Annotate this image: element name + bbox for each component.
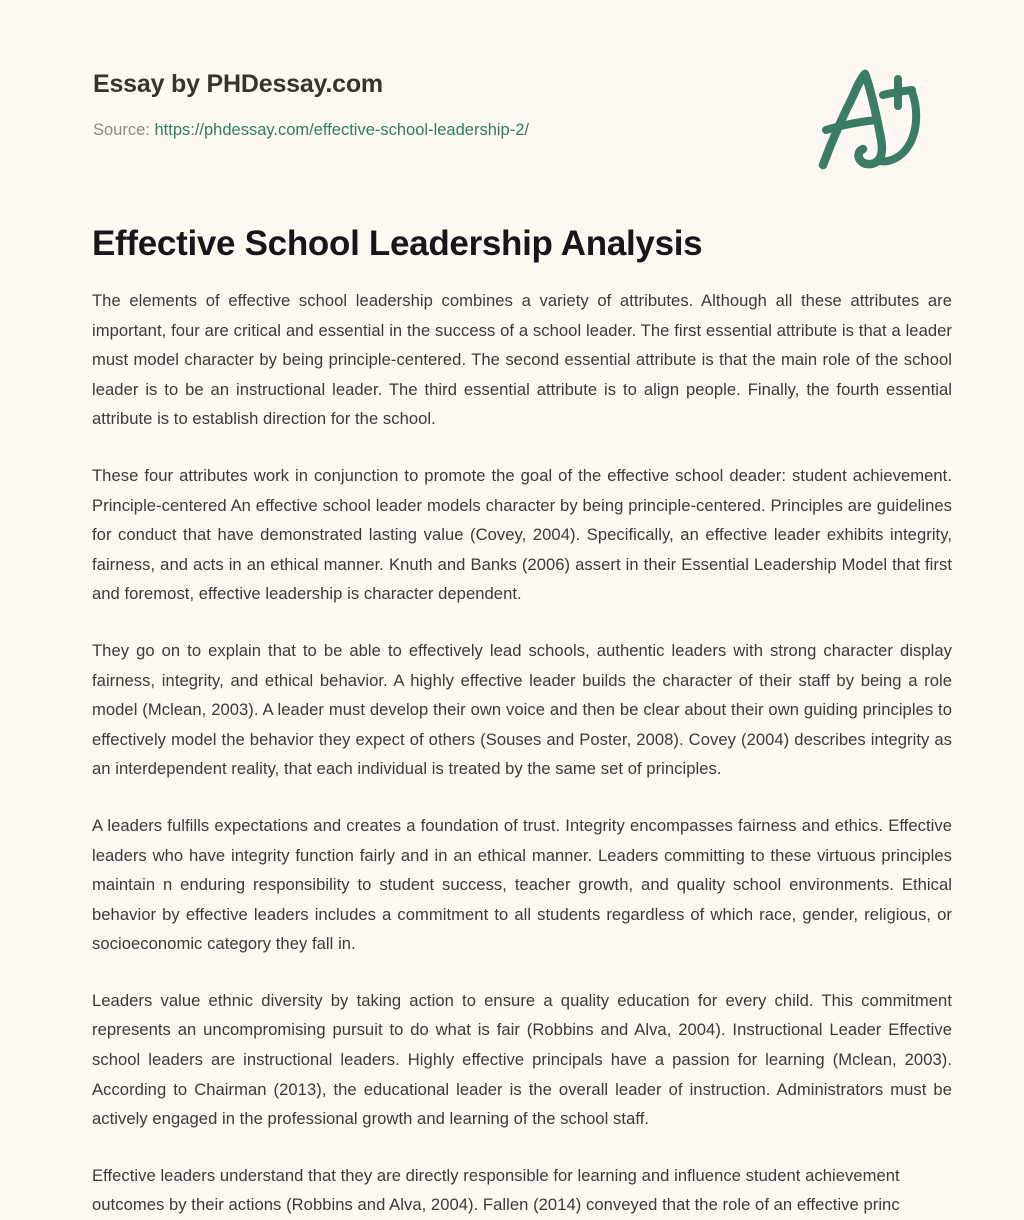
essay-body [92, 286, 952, 1220]
a-plus-logo [806, 62, 922, 174]
paragraph: These four attributes work in conjunction to promote the goal of the effective school deader: student achievement. Principle-centered An effective school leader models character by being principle-centered. Principles are guidelines for conduct that have demonstrated lasting value (Covey, 2004). Specifically, an effective leader exhibits integrity, fairness, and acts in an ethical manner. Knuth and Banks (2006) assert in their Essential Leadership Model that first and foremost, effective leadership is character dependent. [92, 465, 952, 604]
page-title: Effective School Leadership Analysis [92, 224, 703, 263]
page-header [0, 0, 1024, 200]
paragraph: Effective leaders understand that they are directly responsible for learning and influence student achievement outcomes by their actions (Robbins and Alva, 2004). Fallen (2014) conveyed that the role of an effective princ [92, 1165, 900, 1215]
brand-title: Essay by PHDessay.com [93, 70, 383, 98]
a-plus-logo-icon [806, 62, 922, 174]
source-line [93, 120, 529, 141]
source-label: Source: [93, 121, 150, 139]
source-url-link[interactable]: https://phdessay.com/effective-school-leadership-2/ [154, 121, 529, 139]
paragraph: Leaders value ethnic diversity by taking action to ensure a quality education for every child. This commitment represents an uncompromising pursuit to do what is fair (Robbins and Alva, 2004). Instructional Leader Effective school leaders are instructional leaders. Highly effective principals have a passion for learning (Mclean, 2003). According to Chairman (2013), the educational leader is the overall leader of instruction. Administrators must be actively engaged in the professional growth and learning of the school staff. [92, 990, 952, 1129]
paragraph: The elements of effective school leadership combines a variety of attributes. Although all these attributes are important, four are critical and essential in the success of a school leader. The first essential attribute is that a leader must model character by being principle-centered. The second essential attribute is that the main role of the school leader is to be an instructional leader. The third essential attribute is to align people. Finally, the fourth essential attribute is to establish direction for the school. [92, 291, 952, 429]
paragraph: They go on to explain that to be able to effectively lead schools, authentic leaders with strong character display fairness, integrity, and ethical behavior. A highly effective leader builds the character of their staff by being a role model (Mclean, 2003). A leader must develop their own voice and then be clear about their own guiding principles to effectively model the behavior they expect of others (Souses and Poster, 2008). Covey (2004) describes integrity as an interdependent reality, that each individual is treated by the same set of principles. [92, 640, 952, 779]
paragraph: A leaders fulfills expectations and creates a foundation of trust. Integrity encompasses fairness and ethics. Effective leaders who have integrity function fairly and in an ethical manner. Leaders committing to these virtuous principles maintain n enduring responsibility to student success, teacher growth, and quality school environments. Ethical behavior by effective leaders includes a commitment to all students regardless of which race, gender, religious, or socioeconomic category they fall in. [92, 815, 952, 954]
